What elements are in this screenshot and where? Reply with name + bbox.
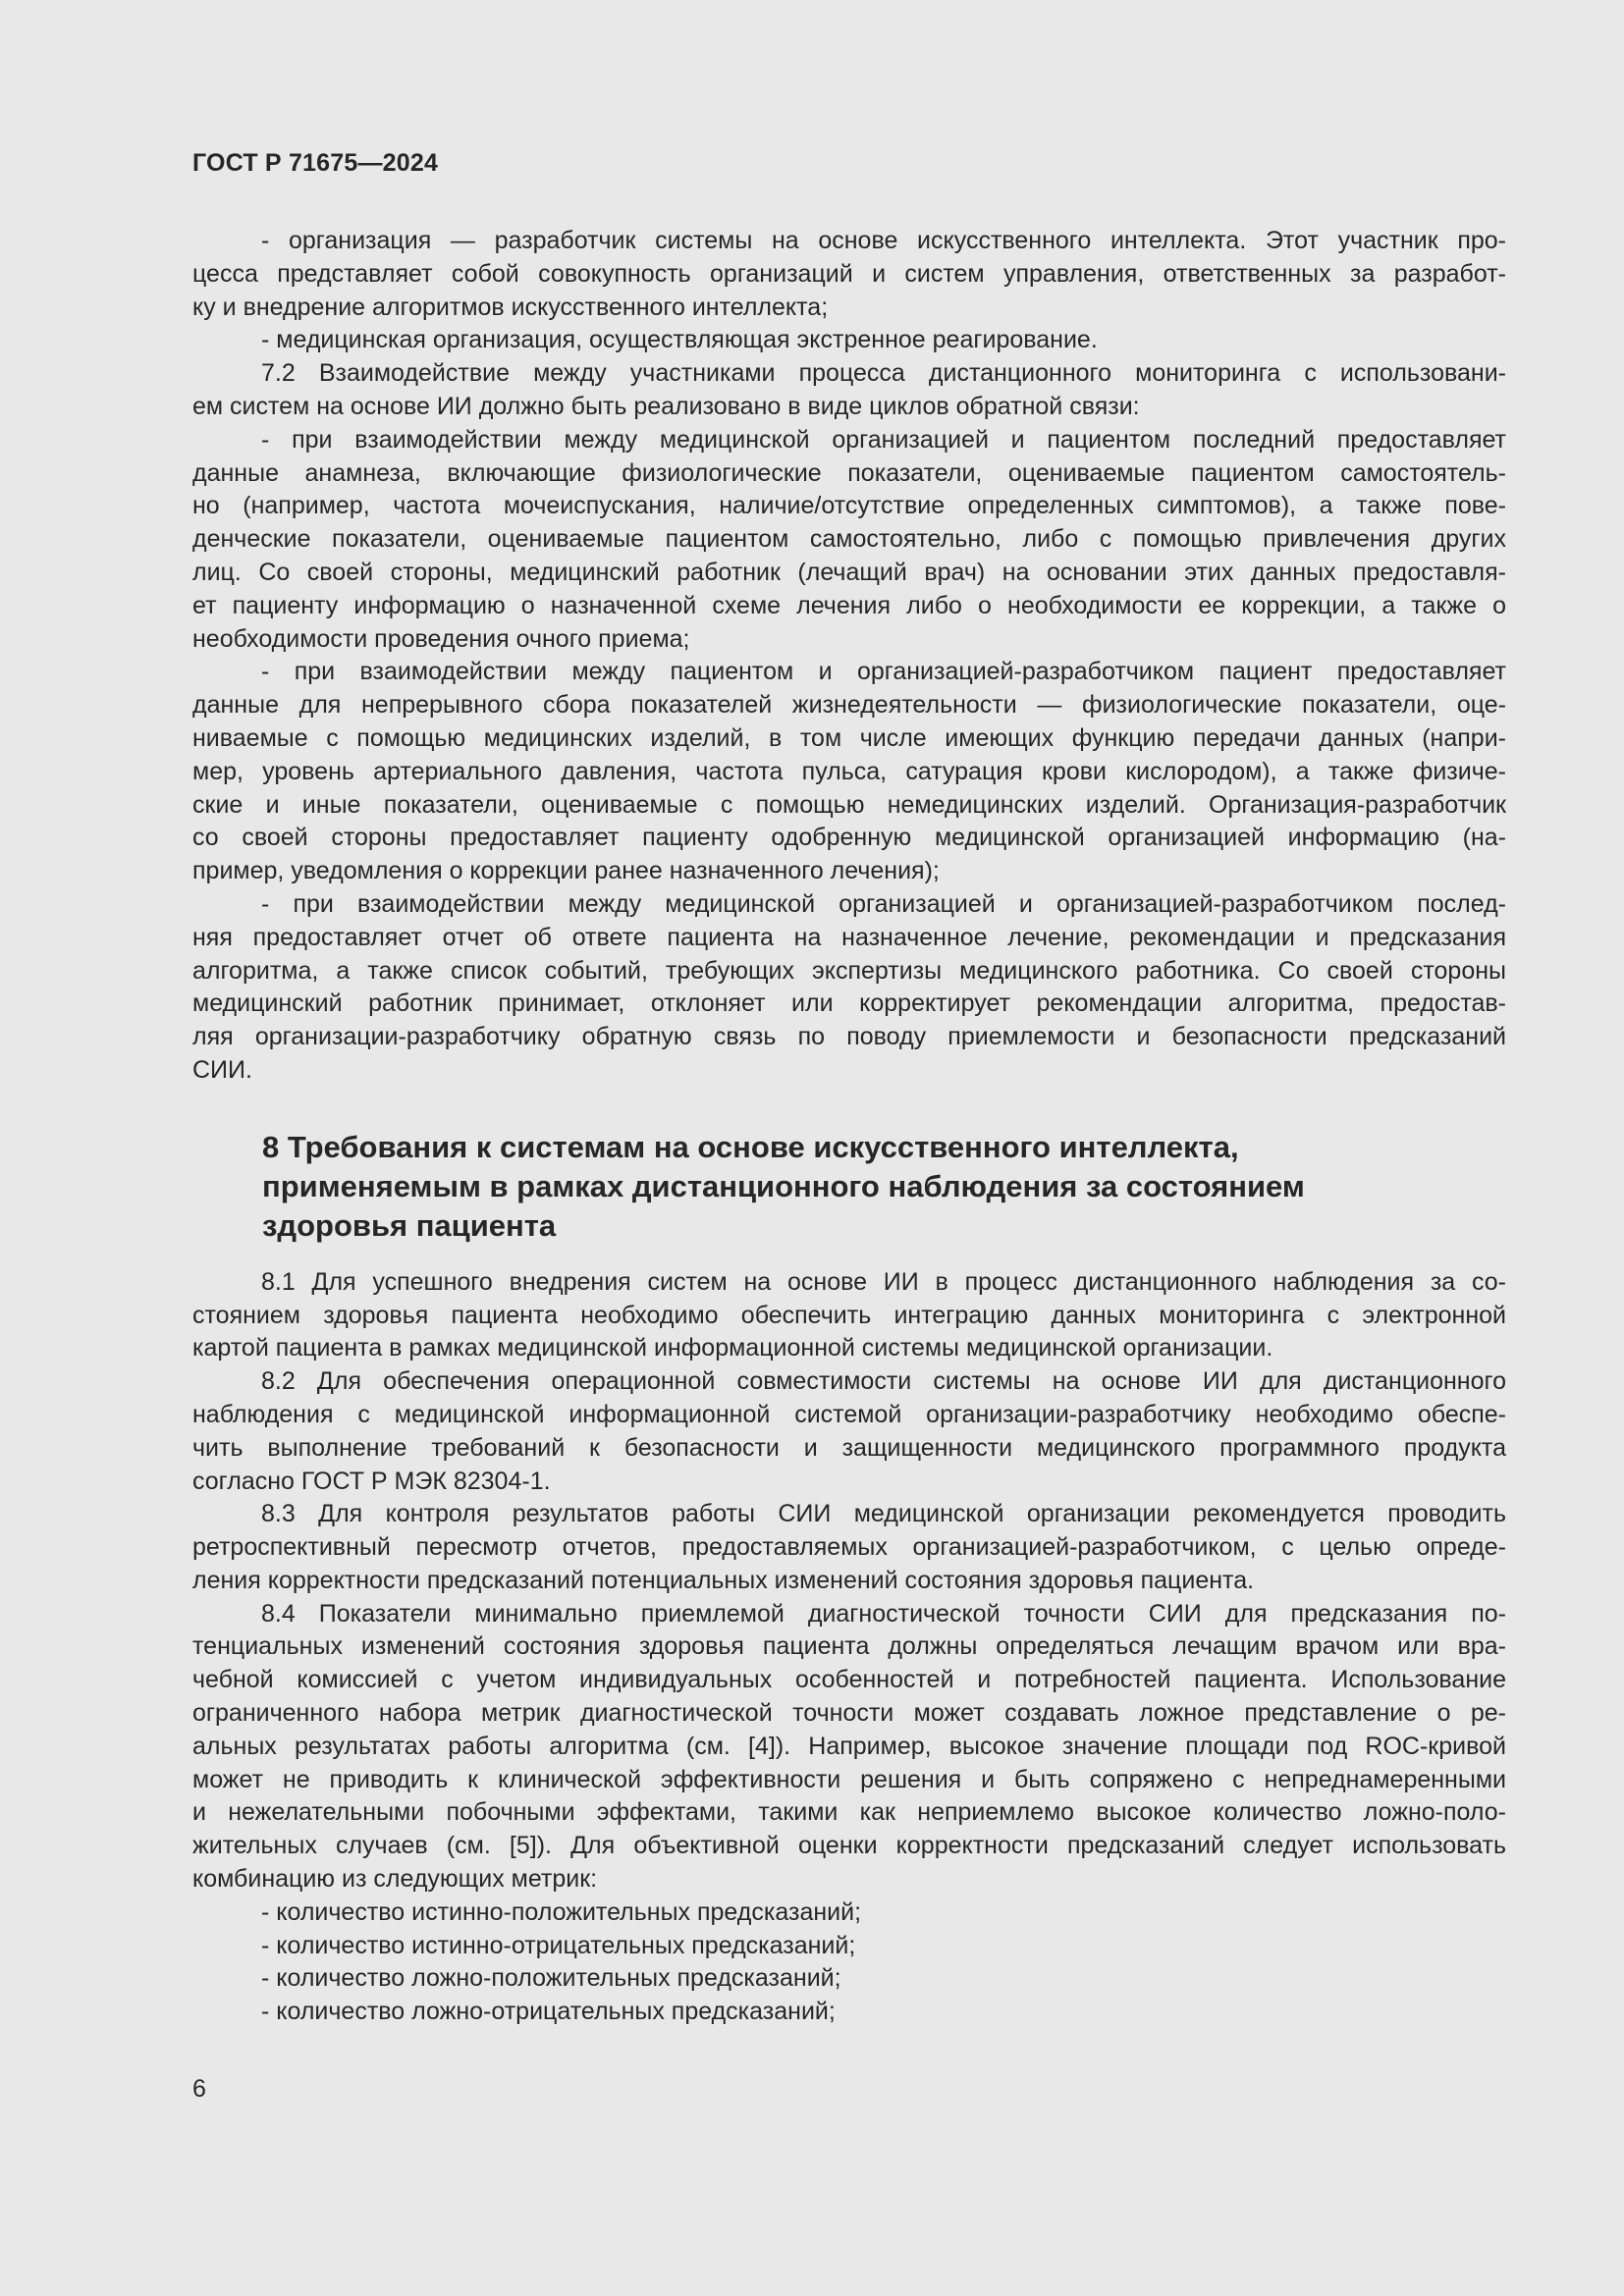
heading-line: применяемым в рамках дистанционного наблюдения за состоянием (262, 1168, 1305, 1203)
text-line: денческие показатели, оцениваемые пациентом самостоятельно, либо с помощью привлечения других (192, 525, 1506, 554)
text-line: ограниченного набора метрик диагностической точности может создавать ложное представление о ре- (192, 1699, 1506, 1728)
text-line: - количество ложно-отрицательных предсказаний; (261, 1998, 836, 2026)
text-line: со своей стороны предоставляет пациенту одобренную медицинской организацией информацию (на- (192, 824, 1506, 852)
text-line: пример, уведомления о коррекции ранее назначенного лечения); (192, 857, 940, 885)
text-line: наблюдения с медицинской информационной системой организации-разработчику необходимо обеспе- (192, 1400, 1506, 1428)
text-line: - при взаимодействии между медицинской организацией и пациентом последний предоставляет (261, 425, 1506, 454)
text-line: - при взаимодействии между медицинской организацией и организацией-разработчиком послед- (261, 889, 1506, 918)
paragraph (192, 357, 1506, 424)
paragraph (192, 656, 1506, 888)
text-line: - организация — разработчик системы на основе искусственного интеллекта. Этот участник про- (261, 227, 1506, 254)
text-line: ления корректности предсказаний потенциальных изменений состояния здоровья пациента. (192, 1566, 1255, 1594)
paragraph (192, 1962, 1506, 1996)
text-line: но (например, частота мочеиспускания, наличие/отсутствие определенных симптомов), а также пове- (192, 492, 1506, 520)
text-line: няя предоставляет отчет об ответе пациента на назначенное лечение, рекомендации и предсказания (192, 923, 1506, 951)
text-line: комбинацию из следующих метрик: (192, 1865, 598, 1894)
text-line: жительных случаев (см. [5]). Для объективной оценки корректности предсказаний следует использовать (192, 1832, 1506, 1860)
paragraph (192, 1365, 1506, 1498)
text-line: тенциальных изменений состояния здоровья пациента должны определяться лечащим врачом или вра- (192, 1632, 1506, 1661)
text-line: ляя организации-разработчику обратную связь по поводу приемлемости и безопасности предсказаний (192, 1023, 1506, 1051)
text-line: - при взаимодействии между пациентом и организацией-разработчиком пациент предоставляет (261, 658, 1506, 686)
text-line: лиц. Со своей стороны, медицинский работник (лечащий врач) на основании этих данных предоставля- (192, 558, 1506, 586)
text-line: 8.3 Для контроля результатов работы СИИ медицинской организации рекомендуется проводить (261, 1500, 1506, 1528)
text-line: - количество истинно-отрицательных предсказаний; (261, 1931, 856, 1959)
text-line: чить выполнение требований к безопасности и защищенности медицинского программного продукта (192, 1433, 1506, 1462)
text-line: ку и внедрение алгоритмов искусственного интеллекта; (192, 293, 829, 321)
heading-line: здоровья пациента (262, 1207, 557, 1243)
paragraph (192, 424, 1506, 657)
standard-designation: ГОСТ Р 71675—2024 (192, 149, 439, 177)
text-line: альных результатах работы алгоритма (см. [4]). Например, высокое значение площади под ROC-кривой (192, 1732, 1506, 1760)
text-line: 8.4 Показатели минимально приемлемой диагностической точности СИИ для предсказания по- (261, 1599, 1506, 1628)
text-line: ем систем на основе ИИ должно быть реализовано в виде циклов обратной связи: (192, 392, 1140, 420)
text-line: цесса представляет собой совокупность организаций и систем управления, ответственных за разработ- (192, 259, 1506, 288)
page-number: 6 (192, 2075, 206, 2103)
paragraph (192, 888, 1506, 1088)
text-line: - медицинская организация, осуществляющая экстренное реагирование. (261, 326, 1098, 354)
paragraph (192, 1266, 1506, 1365)
text-line: мер, уровень артериального давления, частота пульса, сатурация крови кислородом), а также физиче- (192, 757, 1506, 785)
paragraph (192, 225, 1506, 324)
text-line: картой пациента в рамках медицинской информационной системы медицинской организации. (192, 1334, 1273, 1362)
text-line: ские и иные показатели, оцениваемые с помощью немедицинских изделий. Организация-разработчик (192, 790, 1506, 819)
paragraph (192, 1930, 1506, 1963)
section-heading (192, 1128, 1506, 1246)
text-line: медицинский работник принимает, отклоняет или корректирует рекомендации алгоритма, предостав- (192, 989, 1506, 1018)
paragraph (192, 1996, 1506, 2029)
text-line: алгоритма, а также список событий, требующих экспертизы медицинского работника. Со своей стороны (192, 956, 1506, 985)
text-line: данные для непрерывного сбора показателей жизнедеятельности — физиологические показатели, оце- (192, 691, 1506, 720)
text-line: данные анамнеза, включающие физиологические показатели, оцениваемые пациентом самостоятель- (192, 458, 1506, 487)
body-text (192, 225, 1506, 2029)
text-line: 8.2 Для обеспечения операционной совместимости системы на основе ИИ для дистанционного (261, 1367, 1506, 1396)
paragraph (192, 1498, 1506, 1597)
paragraph (192, 1896, 1506, 1930)
text-line: чебной комиссией с учетом индивидуальных особенностей и потребностей пациента. Использование (192, 1666, 1506, 1694)
paragraph (192, 324, 1506, 357)
text-line: необходимости проведения очного приема; (192, 624, 690, 653)
text-line: 8.1 Для успешного внедрения систем на основе ИИ в процесс дистанционного наблюдения за со- (261, 1267, 1506, 1296)
text-line: и нежелательными побочными эффектами, такими как неприемлемо высокое количество ложно-поло- (192, 1798, 1506, 1827)
text-line: стоянием здоровья пациента необходимо обеспечить интеграцию данных мониторинга с электронной (192, 1301, 1506, 1329)
text-line: ниваемые с помощью медицинских изделий, в том числе имеющих функцию передачи данных (напри- (192, 723, 1506, 752)
text-line: СИИ. (192, 1055, 252, 1084)
paragraph (192, 1598, 1506, 1896)
text-line: - количество истинно-положительных предсказаний; (261, 1897, 862, 1926)
heading-line: 8 Требования к системам на основе искусственного интеллекта, (262, 1129, 1239, 1164)
text-line: ретроспективный пересмотр отчетов, предоставляемых организацией-разработчиком, с целью опреде- (192, 1533, 1506, 1562)
text-line: ет пациенту информацию о назначенной схеме лечения либо о необходимости ее коррекции, а также о (192, 591, 1506, 619)
text-line: 7.2 Взаимодействие между участниками процесса дистанционного мониторинга с использовани- (261, 359, 1506, 388)
text-line: - количество ложно-положительных предсказаний; (261, 1964, 841, 1993)
text-line: согласно ГОСТ Р МЭК 82304-1. (192, 1467, 551, 1495)
text-line: может не приводить к клинической эффективности решения и быть сопряжено с непреднамеренными (192, 1765, 1506, 1793)
